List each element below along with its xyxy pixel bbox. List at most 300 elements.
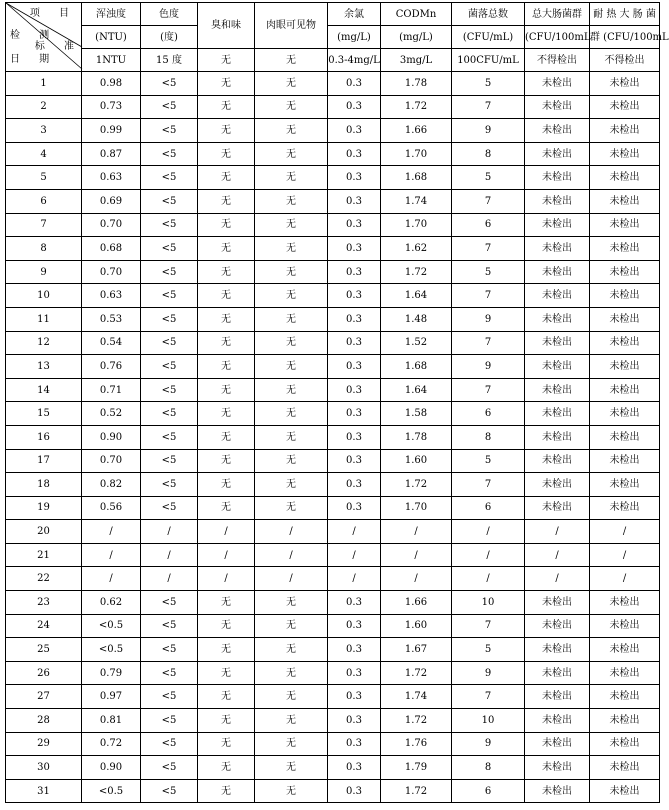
date-cell: 11 <box>6 307 82 331</box>
date-cell: 22 <box>6 567 82 591</box>
value-cell: 8 <box>452 425 525 449</box>
value-cell: 7 <box>452 614 525 638</box>
value-cell: 无 <box>198 284 255 308</box>
value-cell: 1.68 <box>381 355 452 379</box>
value-cell: 未检出 <box>525 95 590 119</box>
value-cell: 无 <box>255 213 328 237</box>
value-cell: / <box>452 520 525 544</box>
value-cell: 无 <box>255 119 328 143</box>
value-cell: 未检出 <box>590 473 660 497</box>
value-cell: 0.76 <box>82 355 141 379</box>
value-cell: <5 <box>141 213 198 237</box>
value-cell: 无 <box>198 779 255 803</box>
value-cell: 无 <box>255 189 328 213</box>
value-cell: 0.70 <box>82 449 141 473</box>
value-cell: 1.48 <box>381 307 452 331</box>
col-header-name: 余氯 <box>328 3 381 26</box>
value-cell: 1.64 <box>381 378 452 402</box>
value-cell: 无 <box>198 119 255 143</box>
date-cell: 8 <box>6 237 82 261</box>
value-cell: 未检出 <box>525 189 590 213</box>
date-cell: 19 <box>6 496 82 520</box>
corner-standard-label: 检 测 标 准 <box>10 30 82 52</box>
value-cell: 7 <box>452 685 525 709</box>
value-cell: 1.58 <box>381 402 452 426</box>
col-header-unit: (NTU) <box>82 26 141 49</box>
value-cell: 无 <box>255 449 328 473</box>
table-body <box>6 3 669 803</box>
value-cell: 0.56 <box>82 496 141 520</box>
value-cell: / <box>381 543 452 567</box>
value-cell: 1.66 <box>381 119 452 143</box>
value-cell: 未检出 <box>525 709 590 733</box>
value-cell: 1.72 <box>381 779 452 803</box>
value-cell: <5 <box>141 661 198 685</box>
value-cell: <5 <box>141 166 198 190</box>
value-cell: 7 <box>452 237 525 261</box>
value-cell: 5 <box>452 166 525 190</box>
value-cell: 0.90 <box>82 425 141 449</box>
value-cell: 6 <box>452 402 525 426</box>
value-cell: 未检出 <box>590 425 660 449</box>
date-cell: 5 <box>6 166 82 190</box>
value-cell: 0.63 <box>82 284 141 308</box>
value-cell: 5 <box>452 449 525 473</box>
value-cell: 0.3 <box>328 473 381 497</box>
value-cell: <5 <box>141 473 198 497</box>
value-cell: 9 <box>452 661 525 685</box>
value-cell: 无 <box>198 213 255 237</box>
value-cell: <5 <box>141 779 198 803</box>
value-cell: 0.3 <box>328 213 381 237</box>
value-cell: 未检出 <box>525 284 590 308</box>
date-cell: 28 <box>6 709 82 733</box>
value-cell: 0.99 <box>82 119 141 143</box>
value-cell: 1.70 <box>381 496 452 520</box>
value-cell: 6 <box>452 496 525 520</box>
value-cell: 1.52 <box>381 331 452 355</box>
value-cell: 无 <box>255 496 328 520</box>
col-header-unit: (度) <box>141 26 198 49</box>
table-row <box>6 591 660 615</box>
value-cell: 未检出 <box>525 331 590 355</box>
value-cell: 1.78 <box>381 425 452 449</box>
table-row <box>6 213 660 237</box>
col-header-unit: (CFU/100mL <box>525 26 590 49</box>
value-cell: 0.3 <box>328 284 381 308</box>
value-cell: 1.72 <box>381 95 452 119</box>
value-cell: 无 <box>198 425 255 449</box>
value-cell: 0.3 <box>328 307 381 331</box>
value-cell: 无 <box>255 732 328 756</box>
value-cell: <5 <box>141 638 198 662</box>
value-cell: 未检出 <box>525 402 590 426</box>
value-cell: 未检出 <box>525 756 590 780</box>
date-cell: 24 <box>6 614 82 638</box>
value-cell: 0.3 <box>328 709 381 733</box>
value-cell: 1.64 <box>381 284 452 308</box>
value-cell: <5 <box>141 237 198 261</box>
value-cell: 无 <box>255 614 328 638</box>
value-cell: 7 <box>452 189 525 213</box>
col-header-limit: 不得检出 <box>525 49 590 72</box>
date-cell: 23 <box>6 591 82 615</box>
value-cell: 5 <box>452 260 525 284</box>
header-row-units <box>6 26 660 49</box>
date-cell: 30 <box>6 756 82 780</box>
value-cell: <5 <box>141 591 198 615</box>
date-cell: 21 <box>6 543 82 567</box>
value-cell: 无 <box>198 685 255 709</box>
value-cell: <0.5 <box>82 779 141 803</box>
table-row <box>6 449 660 473</box>
value-cell: / <box>590 567 660 591</box>
value-cell: 未检出 <box>590 237 660 261</box>
value-cell: 未检出 <box>590 661 660 685</box>
value-cell: / <box>198 567 255 591</box>
value-cell: 0.70 <box>82 260 141 284</box>
col-header-unit: 群 (CFU/100mL <box>590 26 660 49</box>
value-cell: <5 <box>141 449 198 473</box>
value-cell: 0.3 <box>328 756 381 780</box>
value-cell: 无 <box>198 331 255 355</box>
date-cell: 27 <box>6 685 82 709</box>
value-cell: 0.3 <box>328 95 381 119</box>
date-cell: 29 <box>6 732 82 756</box>
value-cell: 0.62 <box>82 591 141 615</box>
value-cell: <5 <box>141 402 198 426</box>
value-cell: 未检出 <box>590 284 660 308</box>
col-header-limit: 无 <box>255 49 328 72</box>
value-cell: / <box>328 567 381 591</box>
table-row <box>6 543 660 567</box>
value-cell: 8 <box>452 756 525 780</box>
date-cell: 4 <box>6 142 82 166</box>
value-cell: 0.98 <box>82 72 141 96</box>
value-cell: 无 <box>198 473 255 497</box>
value-cell: 无 <box>198 709 255 733</box>
value-cell: 未检出 <box>525 119 590 143</box>
value-cell: 0.3 <box>328 425 381 449</box>
value-cell: <5 <box>141 142 198 166</box>
value-cell: 未检出 <box>590 72 660 96</box>
date-cell: 15 <box>6 402 82 426</box>
value-cell: 无 <box>198 72 255 96</box>
value-cell: 无 <box>198 378 255 402</box>
value-cell: 9 <box>452 307 525 331</box>
date-cell: 25 <box>6 638 82 662</box>
table-row <box>6 307 660 331</box>
col-header-name: CODMn <box>381 3 452 26</box>
value-cell: 0.3 <box>328 119 381 143</box>
table-row <box>6 402 660 426</box>
date-cell: 31 <box>6 779 82 803</box>
value-cell: / <box>198 520 255 544</box>
value-cell: / <box>328 520 381 544</box>
col-header-unit: (mg/L) <box>381 26 452 49</box>
value-cell: 9 <box>452 732 525 756</box>
value-cell: 未检出 <box>525 260 590 284</box>
value-cell: 1.74 <box>381 189 452 213</box>
value-cell: 7 <box>452 378 525 402</box>
value-cell: 未检出 <box>590 779 660 803</box>
value-cell: 未检出 <box>525 449 590 473</box>
date-cell: 3 <box>6 119 82 143</box>
value-cell: 无 <box>198 638 255 662</box>
value-cell: 0.3 <box>328 732 381 756</box>
col-header-name: 臭和味 <box>198 3 255 49</box>
table-row <box>6 756 660 780</box>
value-cell: 无 <box>198 355 255 379</box>
value-cell: 未检出 <box>590 95 660 119</box>
value-cell: 0.63 <box>82 166 141 190</box>
value-cell: 无 <box>198 449 255 473</box>
date-cell: 7 <box>6 213 82 237</box>
value-cell: 9 <box>452 119 525 143</box>
value-cell: 1.72 <box>381 661 452 685</box>
value-cell: 9 <box>452 355 525 379</box>
value-cell: 1.72 <box>381 709 452 733</box>
value-cell: / <box>525 567 590 591</box>
value-cell: 7 <box>452 95 525 119</box>
value-cell: <5 <box>141 709 198 733</box>
value-cell: 0.79 <box>82 661 141 685</box>
value-cell: 无 <box>198 166 255 190</box>
value-cell: 未检出 <box>590 331 660 355</box>
table-row <box>6 709 660 733</box>
date-cell: 10 <box>6 284 82 308</box>
value-cell: 0.87 <box>82 142 141 166</box>
value-cell: 无 <box>198 260 255 284</box>
col-header-limit: 1NTU <box>82 49 141 72</box>
value-cell: 无 <box>255 307 328 331</box>
date-cell: 17 <box>6 449 82 473</box>
table-row <box>6 331 660 355</box>
value-cell: 无 <box>198 95 255 119</box>
date-cell: 20 <box>6 520 82 544</box>
value-cell: 0.3 <box>328 638 381 662</box>
value-cell: <5 <box>141 425 198 449</box>
value-cell: 1.60 <box>381 449 452 473</box>
value-cell: 未检出 <box>525 638 590 662</box>
value-cell: 1.72 <box>381 260 452 284</box>
value-cell: <5 <box>141 119 198 143</box>
value-cell: 无 <box>255 685 328 709</box>
value-cell: 6 <box>452 213 525 237</box>
value-cell: / <box>525 520 590 544</box>
value-cell: 未检出 <box>525 779 590 803</box>
table-row <box>6 260 660 284</box>
date-cell: 18 <box>6 473 82 497</box>
value-cell: 0.72 <box>82 732 141 756</box>
value-cell: 8 <box>452 142 525 166</box>
value-cell: 7 <box>452 284 525 308</box>
value-cell: / <box>328 543 381 567</box>
value-cell: / <box>381 567 452 591</box>
value-cell: 0.70 <box>82 213 141 237</box>
value-cell: <5 <box>141 72 198 96</box>
value-cell: 5 <box>452 72 525 96</box>
value-cell: 0.3 <box>328 449 381 473</box>
col-header-limit: 不得检出 <box>590 49 660 72</box>
value-cell: 未检出 <box>525 614 590 638</box>
value-cell: 0.3 <box>328 402 381 426</box>
value-cell: 1.60 <box>381 614 452 638</box>
value-cell: 未检出 <box>590 166 660 190</box>
table-row <box>6 119 660 143</box>
value-cell: 0.3 <box>328 378 381 402</box>
value-cell: 0.3 <box>328 779 381 803</box>
value-cell: 无 <box>255 331 328 355</box>
value-cell: 未检出 <box>590 355 660 379</box>
value-cell: 未检出 <box>525 72 590 96</box>
value-cell: 0.52 <box>82 402 141 426</box>
value-cell: 未检出 <box>590 213 660 237</box>
value-cell: 10 <box>452 709 525 733</box>
value-cell: 0.3 <box>328 614 381 638</box>
value-cell: 无 <box>255 638 328 662</box>
value-cell: 1.68 <box>381 166 452 190</box>
value-cell: 1.70 <box>381 213 452 237</box>
value-cell: 未检出 <box>525 378 590 402</box>
value-cell: 1.74 <box>381 685 452 709</box>
value-cell: 未检出 <box>525 496 590 520</box>
value-cell: 7 <box>452 473 525 497</box>
table-row <box>6 72 660 96</box>
corner-item-label: 项 目 <box>29 8 77 19</box>
value-cell: 0.3 <box>328 591 381 615</box>
col-header-name: 肉眼可见物 <box>255 3 328 49</box>
value-cell: 0.53 <box>82 307 141 331</box>
value-cell: 无 <box>198 189 255 213</box>
value-cell: 未检出 <box>590 378 660 402</box>
value-cell: <5 <box>141 685 198 709</box>
value-cell: 无 <box>255 284 328 308</box>
value-cell: 未检出 <box>590 449 660 473</box>
value-cell: 0.54 <box>82 331 141 355</box>
value-cell: 未检出 <box>525 355 590 379</box>
value-cell: 0.3 <box>328 661 381 685</box>
table-row <box>6 614 660 638</box>
value-cell: 1.78 <box>381 72 452 96</box>
value-cell: 0.3 <box>328 142 381 166</box>
col-header-limit: 100CFU/mL <box>452 49 525 72</box>
value-cell: 无 <box>255 166 328 190</box>
value-cell: 无 <box>255 473 328 497</box>
table-row <box>6 425 660 449</box>
value-cell: 无 <box>198 614 255 638</box>
value-cell: 无 <box>255 237 328 261</box>
date-cell: 6 <box>6 189 82 213</box>
value-cell: 0.3 <box>328 189 381 213</box>
value-cell: 0.3 <box>328 237 381 261</box>
table-row <box>6 732 660 756</box>
value-cell: <5 <box>141 378 198 402</box>
date-cell: 1 <box>6 72 82 96</box>
value-cell: / <box>525 543 590 567</box>
value-cell: <0.5 <box>82 638 141 662</box>
value-cell: 0.3 <box>328 166 381 190</box>
value-cell: 未检出 <box>590 732 660 756</box>
value-cell: 0.3 <box>328 355 381 379</box>
value-cell: 未检出 <box>525 307 590 331</box>
value-cell: 无 <box>198 732 255 756</box>
value-cell: 1.70 <box>381 142 452 166</box>
date-cell: 14 <box>6 378 82 402</box>
value-cell: 未检出 <box>525 732 590 756</box>
col-header-name: 菌落总数 <box>452 3 525 26</box>
value-cell: 0.69 <box>82 189 141 213</box>
value-cell: <5 <box>141 189 198 213</box>
value-cell: 6 <box>452 779 525 803</box>
col-header-name: 色度 <box>141 3 198 26</box>
value-cell: 无 <box>255 425 328 449</box>
value-cell: / <box>381 520 452 544</box>
col-header-name: 浑浊度 <box>82 3 141 26</box>
value-cell: / <box>255 520 328 544</box>
value-cell: 0.3 <box>328 685 381 709</box>
col-header-limit: 15 度 <box>141 49 198 72</box>
value-cell: 未检出 <box>525 591 590 615</box>
date-cell: 2 <box>6 95 82 119</box>
table-row <box>6 496 660 520</box>
value-cell: 未检出 <box>590 756 660 780</box>
value-cell: 未检出 <box>525 213 590 237</box>
value-cell: / <box>452 567 525 591</box>
value-cell: <5 <box>141 284 198 308</box>
value-cell: 无 <box>198 591 255 615</box>
corner-date-label: 日 期 <box>10 54 58 65</box>
value-cell: 0.3 <box>328 260 381 284</box>
value-cell: 0.81 <box>82 709 141 733</box>
value-cell: 未检出 <box>590 189 660 213</box>
table-row <box>6 378 660 402</box>
value-cell: 0.3 <box>328 331 381 355</box>
value-cell: 未检出 <box>590 402 660 426</box>
value-cell: 1.72 <box>381 473 452 497</box>
value-cell: <5 <box>141 307 198 331</box>
value-cell: / <box>82 567 141 591</box>
value-cell: 未检出 <box>590 685 660 709</box>
col-header-limit: 无 <box>198 49 255 72</box>
value-cell: 无 <box>255 355 328 379</box>
value-cell: 无 <box>255 402 328 426</box>
value-cell: 1.66 <box>381 591 452 615</box>
value-cell: 1.67 <box>381 638 452 662</box>
value-cell: 10 <box>452 591 525 615</box>
value-cell: 未检出 <box>590 119 660 143</box>
value-cell: 无 <box>198 496 255 520</box>
value-cell: 0.71 <box>82 378 141 402</box>
value-cell: 0.82 <box>82 473 141 497</box>
value-cell: 1.62 <box>381 237 452 261</box>
table-row <box>6 142 660 166</box>
value-cell: 无 <box>198 307 255 331</box>
value-cell: <5 <box>141 355 198 379</box>
value-cell: 未检出 <box>525 685 590 709</box>
header-row-limits <box>6 49 660 72</box>
value-cell: <5 <box>141 260 198 284</box>
col-header-unit: (mg/L) <box>328 26 381 49</box>
value-cell: / <box>141 543 198 567</box>
value-cell: 未检出 <box>590 709 660 733</box>
value-cell: <5 <box>141 614 198 638</box>
table-row <box>6 166 660 190</box>
value-cell: / <box>590 543 660 567</box>
value-cell: 无 <box>198 142 255 166</box>
value-cell: 无 <box>198 661 255 685</box>
value-cell: / <box>452 543 525 567</box>
